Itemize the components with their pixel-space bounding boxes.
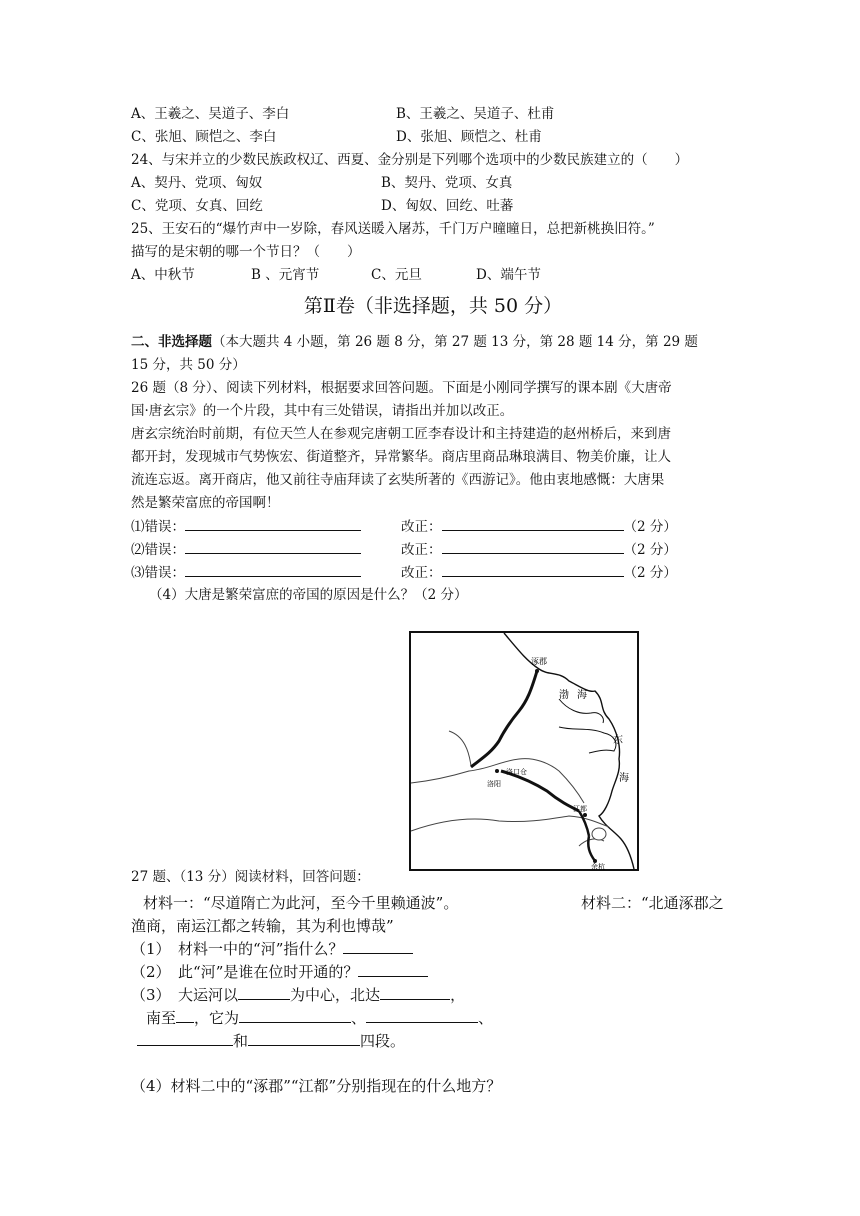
q24-option-a: A、契丹、党项、匈奴 [131, 175, 263, 191]
q27-sub2 [131, 962, 428, 982]
q23-option-c: C、张旭、顾恺之、李白 [131, 129, 277, 145]
q26-passage-line3: 流连忘返。离开商店，他又前往寺庙拜读了玄奘所著的《西游记》。他由衷地感慨：大唐果 [131, 472, 665, 488]
q24-option-c: C、党项、女真、回纥 [131, 198, 263, 214]
sub3-text-d: 南至 [146, 1009, 177, 1027]
q25-stem-line1: 25、王安石的“爆竹声中一岁除，春风送暖入屠苏，千门万户曈曈日，总把新桃换旧符。” [131, 221, 655, 237]
fix-label: 改正： [401, 565, 442, 581]
q23-option-d: D、张旭、顾恺之、杜甫 [396, 129, 542, 145]
q27-sub3-line3 [137, 1031, 405, 1051]
sub3-segment1-blank[interactable] [239, 1008, 351, 1023]
section-heading-line2: 15 分，共 50 分） [131, 357, 246, 373]
q26-passage-line4: 然是繁荣富庶的帝国啊！ [131, 495, 280, 511]
sub3-text-g: 、 [478, 1009, 494, 1027]
q26-intro-line2: 国·唐玄宗》的一个片段，其中有三处错误，请指出并加以改正。 [131, 403, 514, 419]
sub3-text-f: 、 [351, 1009, 367, 1027]
q27-intro: 27 题、（13 分）阅读材料，回答问题： [131, 869, 370, 885]
sub1-text: （1） 材料一中的“河”指什么？ [131, 940, 344, 958]
sub3-north-blank[interactable] [380, 985, 450, 1000]
error-2-blank[interactable] [185, 539, 361, 554]
sub3-segment4-blank[interactable] [248, 1031, 360, 1046]
sub2-blank[interactable] [358, 962, 428, 977]
label-yuhang: 余杭 [591, 863, 605, 871]
label-bohai-2: 海 [577, 690, 587, 701]
sub3-segment3-blank[interactable] [137, 1031, 233, 1046]
q26-error-2 [131, 539, 361, 560]
q25-option-b: B 、元宵节 [251, 267, 320, 283]
taihu-lake [592, 828, 606, 840]
section-heading-line1 [131, 332, 698, 352]
label-donghai-2: 海 [619, 773, 629, 784]
sub3-text-a: （3） 大运河以 [131, 986, 239, 1004]
q23-option-a: A、王羲之、吴道子、李白 [131, 106, 290, 122]
error-3-blank[interactable] [185, 562, 361, 577]
q24-stem: 24、与宋并立的少数民族政权辽、西夏、金分别是下列哪个选项中的少数民族建立的（ ） [131, 152, 689, 168]
q27-material2-line1: 材料二：“北通涿郡之 [581, 894, 724, 912]
fix-label: 改正： [401, 519, 442, 535]
sub3-center-blank[interactable] [238, 985, 290, 1000]
q26-error-1 [131, 516, 361, 537]
q26-intro-line1: 26 题（8 分）、阅读下列材料，根据要求回答问题。下面是小刚同学撰写的课本剧《大唐帝 [131, 380, 672, 396]
fix-label: 改正： [401, 542, 442, 558]
label-zhuojun: 涿郡 [531, 657, 547, 666]
label-jiangdu: 江都 [573, 805, 587, 813]
q23-option-b: B、王羲之、吴道子、杜甫 [396, 106, 555, 122]
q26-fix-2 [401, 539, 677, 560]
error-label: ⑴错误： [131, 519, 185, 535]
sub1-blank[interactable] [343, 939, 413, 954]
sub3-south-blank[interactable] [176, 1008, 194, 1023]
q24-option-b: B、契丹、党项、女真 [381, 175, 513, 191]
points-label: （2 分） [623, 519, 677, 535]
points-label: （2 分） [623, 565, 677, 581]
points-label: （2 分） [623, 542, 677, 558]
luoyang-marker [495, 769, 499, 773]
label-luoyang: 洛阳 [487, 780, 501, 788]
jiangdu-marker [583, 813, 587, 817]
q25-option-c: C、元旦 [371, 267, 422, 283]
sub3-text-h: 和 [233, 1032, 249, 1050]
q27-material2-line2: 渔商，南运江都之转输，其为利也博哉” [131, 917, 394, 935]
fix-1-blank[interactable] [442, 516, 624, 531]
sub3-text-e: ，它为 [194, 1009, 240, 1027]
label-bohai-1: 渤 [559, 690, 569, 701]
q24-option-d: D、匈奴、回纥、吐蕃 [381, 198, 514, 214]
label-donghai-1: 东 [613, 735, 623, 746]
q26-fix-3 [401, 562, 677, 583]
fix-2-blank[interactable] [442, 539, 624, 554]
sub3-text-b: 为中心，北达 [290, 986, 381, 1004]
q26-passage-line2: 都开封，发现城市气势恢宏、街道整齐，异常繁华。商店里商品琳琅满目、物美价廉，让人 [131, 449, 671, 465]
section-heading-rest: （本大题共 4 小题，第 26 题 8 分，第 27 题 13 分，第 28 题 14 分，第 29 题 [212, 334, 698, 350]
error-label: ⑵错误： [131, 542, 185, 558]
grand-canal-map [409, 631, 639, 871]
q25-option-d: D、端午节 [476, 267, 541, 283]
q27-sub3-line1 [131, 985, 465, 1005]
q26-passage-line1: 唐玄宗统治时前期，有位天竺人在参观完唐朝工匠李春设计和主持建造的赵州桥后，来到唐 [131, 426, 671, 442]
sub2-text: （2） 此“河”是谁在位时开通的？ [131, 963, 359, 981]
q27-sub3-line2 [146, 1008, 493, 1028]
error-label: ⑶错误： [131, 565, 185, 581]
fix-3-blank[interactable] [442, 562, 624, 577]
q26-subquestion-4: （4）大唐是繁荣富庶的帝国的原因是什么？（2 分） [149, 587, 468, 603]
q27-sub4: （4）材料二中的“涿郡”“江都”分别指现在的什么地方？ [131, 1077, 502, 1095]
q26-fix-1 [401, 516, 677, 537]
sub3-text-i: 四段。 [360, 1032, 406, 1050]
q27-sub1 [131, 939, 413, 959]
q26-error-3 [131, 562, 361, 583]
error-1-blank[interactable] [185, 516, 361, 531]
section-heading-bold: 二、非选择题 [131, 334, 212, 350]
sub3-text-c: ， [450, 986, 466, 1004]
section-title: 第Ⅱ卷（非选择题，共 50 分） [303, 295, 563, 317]
label-luokou: 洛口仓 [506, 768, 527, 776]
q27-material1: 材料一：“尽道隋亡为此河，至今千里赖通波”。 [143, 894, 459, 912]
q25-option-a: A、中秋节 [131, 267, 195, 283]
q25-stem-line2: 描写的是宋朝的哪一个节日？（ ） [131, 244, 361, 260]
zhuojun-marker [535, 669, 539, 673]
sub3-segment2-blank[interactable] [366, 1008, 478, 1023]
